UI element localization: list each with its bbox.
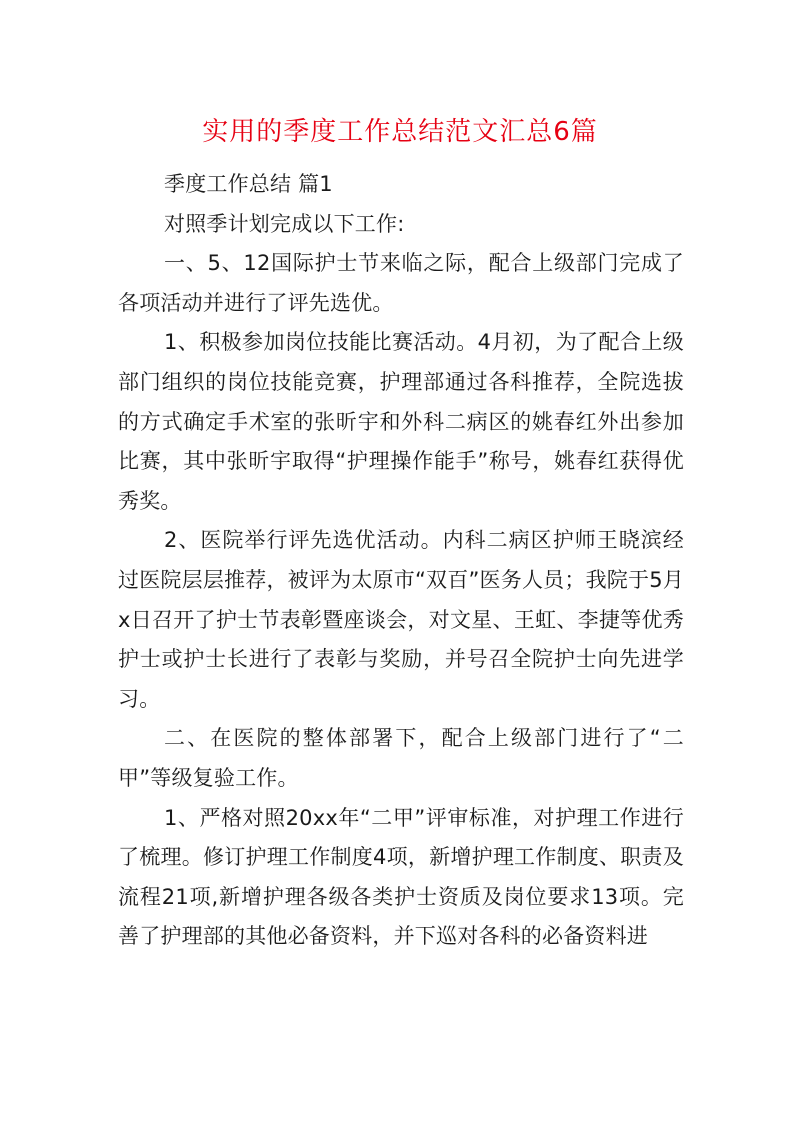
- document-title: 实用的季度工作总结范文汇总6篇: [202, 117, 598, 147]
- document-body: [118, 165, 684, 957]
- paragraph-item-one: 一、5、12国际护士节来临之际，配合上级部门完成了各项活动并进行了评先选优。: [118, 251, 684, 315]
- paragraph-intro: 对照季计划完成以下工作:: [164, 211, 405, 236]
- paragraph-skills-competition: 1、积极参加岗位技能比赛活动。4月初，为了配合上级部门组织的岗位技能竞赛，护理部通过各科推荐，全院选拔的方式确定手术室的张昕宇和外科二病区的姚春红外出参加比赛，其中张昕宇取得“护理操作能手”称号，姚春红获得优秀奖。: [118, 330, 684, 513]
- paragraph-item-two: 二、在医院的整体部署下，配合上级部门进行了“二甲”等级复验工作。: [118, 726, 684, 790]
- paragraph-section-heading: 季度工作总结 篇1: [164, 172, 333, 196]
- paragraph-award-activity: 2、医院举行评先选优活动。内科二病区护师王晓滨经过医院层层推荐，被评为太原市“双百”医务人员；我院于5月x日召开了护士节表彰暨座谈会，对文星、王虹、李捷等优秀护士或护士长进行了表彰与奖励，并号召全院护士向先进学习。: [118, 528, 684, 711]
- paragraph-review-standards: 1、严格对照20xx年“二甲”评审标准，对护理工作进行了梳理。修订护理工作制度4项，新增护理工作制度、职责及流程21项,新增护理各级各类护士资质及岗位要求13项。完善了护理部的其他必备资料，并下巡对各科的必备资料进: [118, 805, 684, 949]
